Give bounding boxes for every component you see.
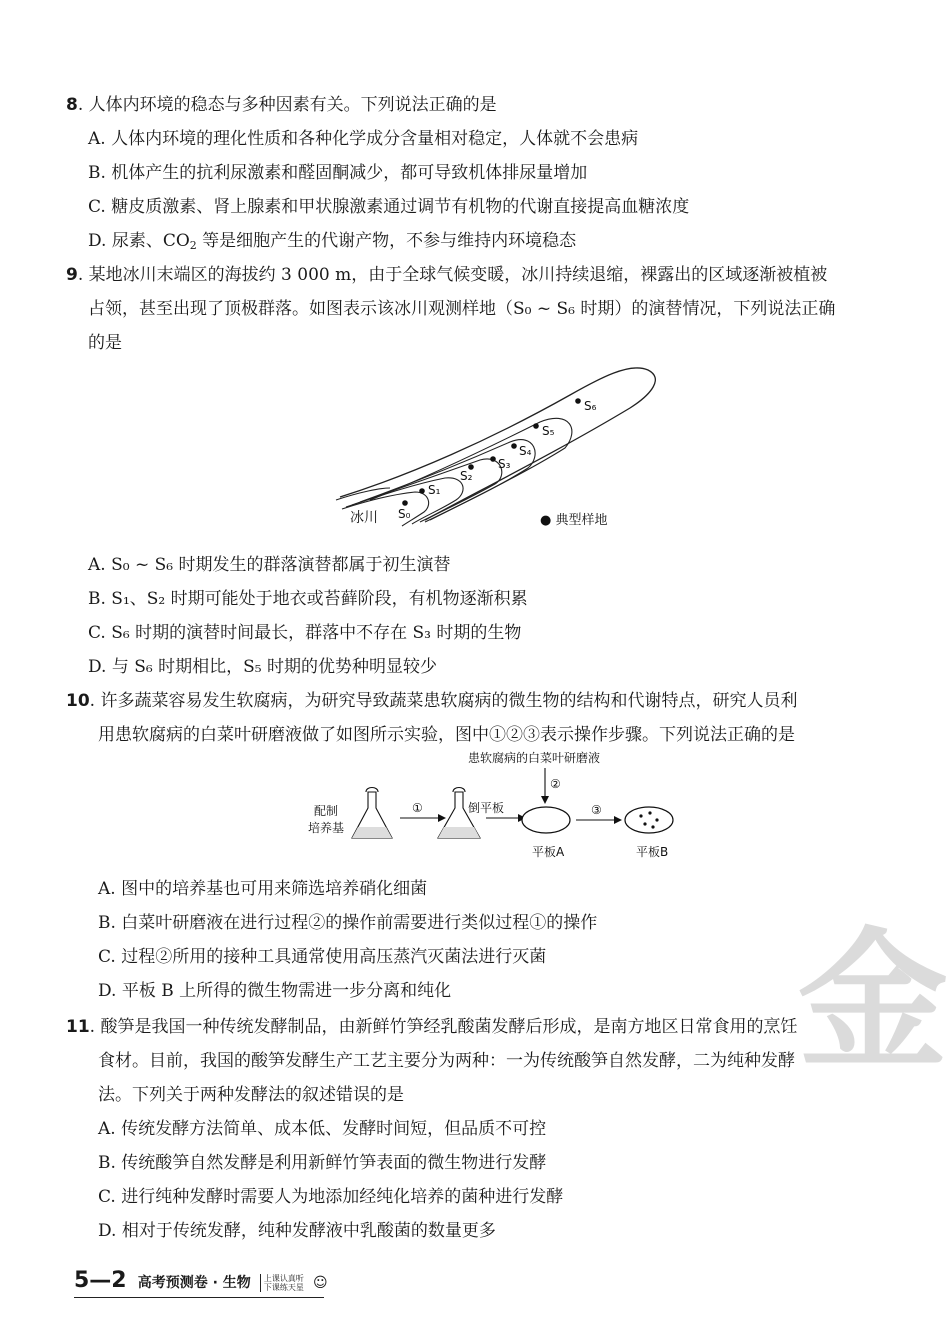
prepare-label-1: 配制 xyxy=(314,804,339,818)
mascot-icon: ☺ xyxy=(312,1274,328,1291)
plate-b xyxy=(625,807,673,833)
point-s5 xyxy=(533,423,539,429)
colony xyxy=(648,811,651,814)
q11-stem-line1 xyxy=(66,1012,797,1037)
point-s3 xyxy=(490,456,496,462)
q8-option-c: C. 糖皮质激素、肾上腺素和甲状腺激素通过调节有机物的代谢直接提高血糖浓度 xyxy=(88,197,690,217)
q11-stem-line3: 法。下列关于两种发酵法的叙述错误的是 xyxy=(98,1085,404,1105)
arrow-3-head xyxy=(614,816,622,824)
q8-option-d-sub: 2 xyxy=(189,239,197,252)
q8-stem xyxy=(66,90,497,115)
q11-option-d: D. 相对于传统发酵，纯种发酵液中乳酸菌的数量更多 xyxy=(98,1221,496,1241)
q11-stem-line2: 食材。目前，我国的酸笋发酵生产工艺主要分为两种：一为传统酸笋自然发酵，二为纯种发酵 xyxy=(98,1051,795,1071)
q11-option-b: B. 传统酸笋自然发酵是利用新鲜竹笋表面的微生物进行发酵 xyxy=(98,1153,547,1173)
flask-2-plug xyxy=(453,788,465,793)
q8-option-d-pre: D. 尿素、CO xyxy=(88,231,190,251)
step2-label: ② xyxy=(550,777,561,791)
typical-site-legend: ● 典型样地 xyxy=(540,513,608,528)
step3-label: ③ xyxy=(591,803,602,817)
q8-option-d xyxy=(88,226,576,252)
label-s4: S₄ xyxy=(519,444,532,458)
q10-stem-line1 xyxy=(66,686,797,711)
glacier-label: 冰川 xyxy=(350,510,378,526)
step1-label: ① xyxy=(412,801,423,815)
page-number: 5—2 xyxy=(74,1268,127,1293)
footer-rule xyxy=(74,1297,324,1298)
q10-option-c: C. 过程②所用的接种工具通常使用高压蒸汽灭菌法进行灭菌 xyxy=(98,947,547,967)
q9-stem-line1 xyxy=(66,260,827,285)
footer-slogan-2: 下课练天星 xyxy=(263,1282,304,1292)
q8-stem-text: . 人体内环境的稳态与多种因素有关。下列说法正确的是 xyxy=(77,95,497,115)
prepare-label-2: 培养基 xyxy=(308,821,345,835)
q9-option-c: C. S₆ 时期的演替时间最长，群落中不存在 S₃ 时期的生物 xyxy=(88,623,522,643)
q8-option-a: A. 人体内环境的理化性质和各种化学成分含量相对稳定，人体就不会患病 xyxy=(88,129,639,149)
flask-1-plug xyxy=(366,788,378,793)
label-s1: S₁ xyxy=(428,483,441,497)
footer-slogan xyxy=(260,1274,304,1292)
colony xyxy=(651,825,654,828)
q9-stem-line3: 的是 xyxy=(88,333,122,353)
q10-option-b: B. 白菜叶研磨液在进行过程②的操作前需要进行类似过程①的操作 xyxy=(98,913,598,933)
q10-line1-text: . 许多蔬菜容易发生软腐病，为研究导致蔬菜患软腐病的微生物的结构和代谢特点，研究人员利 xyxy=(89,691,798,711)
label-s0: S₀ xyxy=(398,507,411,521)
q11-line1-text: . 酸笋是我国一种传统发酵制品，由新鲜竹笋经乳酸菌发酵后形成，是南方地区日常食用的烹饪 xyxy=(89,1017,798,1037)
succession-outer-boundary xyxy=(340,368,655,520)
label-s5: S₅ xyxy=(542,424,555,438)
arrow-1-head xyxy=(438,814,446,822)
q9-option-a: A. S₀ ~ S₆ 时期发生的群落演替都属于初生演替 xyxy=(88,555,451,575)
q10-option-d: D. 平板 B 上所得的微生物需进一步分离和纯化 xyxy=(98,981,452,1001)
q8-number: 8 xyxy=(66,95,78,115)
q9-stem-line2: 占领，甚至出现了顶极群落。如图表示该冰川观测样地（S₀ ~ S₆ 时期）的演替情况，下列说法正确 xyxy=(88,299,836,319)
sample-label: 患软腐病的白菜叶研磨液 xyxy=(468,751,601,765)
point-s6 xyxy=(575,398,581,404)
q9-option-d: D. 与 S₆ 时期相比，S₅ 时期的优势种明显较少 xyxy=(88,657,437,677)
label-s2: S₂ xyxy=(460,469,473,483)
q9-number: 9 xyxy=(66,265,78,285)
q8-option-d-post: 等是细胞产生的代谢产物，不参与维持内环境稳态 xyxy=(196,231,577,251)
q10-option-a: A. 图中的培养基也可用来筛选培养硝化细菌 xyxy=(98,879,428,899)
q9-line1-text: . 某地冰川末端区的海拔约 3 000 m，由于全球气候变暖，冰川持续退缩，裸露出的区域逐渐被植被 xyxy=(77,265,828,285)
colony xyxy=(655,818,658,821)
page-footer xyxy=(74,1268,328,1293)
plate-a-label: 平板A xyxy=(532,845,565,859)
q8-option-b: B. 机体产生的抗利尿激素和醛固酮减少，都可导致机体排尿量增加 xyxy=(88,163,588,183)
q10-number: 10 xyxy=(66,691,90,711)
q10-stem-line2: 用患软腐病的白菜叶研磨液做了如图所示实验，图中①②③表示操作步骤。下列说法正确的是 xyxy=(98,725,795,745)
culture-experiment-figure xyxy=(300,748,700,866)
point-s1 xyxy=(419,488,425,494)
flask-1-medium xyxy=(352,827,392,838)
label-s3: S₃ xyxy=(498,457,511,471)
q11-number: 11 xyxy=(66,1017,90,1037)
point-s4 xyxy=(511,443,517,449)
footer-title: 高考预测卷 · 生物 xyxy=(137,1275,251,1291)
plate-b-label: 平板B xyxy=(636,845,669,859)
sample-arrow-head xyxy=(541,796,549,804)
watermark-glyph: 金 xyxy=(798,913,949,1089)
colony xyxy=(639,814,642,817)
q11-option-c: C. 进行纯种发酵时需要人为地添加经纯化培养的菌种进行发酵 xyxy=(98,1187,564,1207)
colony xyxy=(643,822,646,825)
glacier-succession-figure xyxy=(330,360,670,540)
flask-2-medium xyxy=(438,827,480,838)
footer-slogan-1: 上课认真听 xyxy=(263,1273,304,1283)
q11-option-a: A. 传统发酵方法简单、成本低、发酵时间短，但品质不可控 xyxy=(98,1119,547,1139)
point-s0 xyxy=(402,500,408,506)
plate-a xyxy=(522,807,570,833)
q9-option-b: B. S₁、S₂ 时期可能处于地衣或苔藓阶段，有机物逐渐积累 xyxy=(88,589,528,609)
label-s6: S₆ xyxy=(584,399,597,413)
pour-plate-label: 倒平板 xyxy=(468,801,505,815)
